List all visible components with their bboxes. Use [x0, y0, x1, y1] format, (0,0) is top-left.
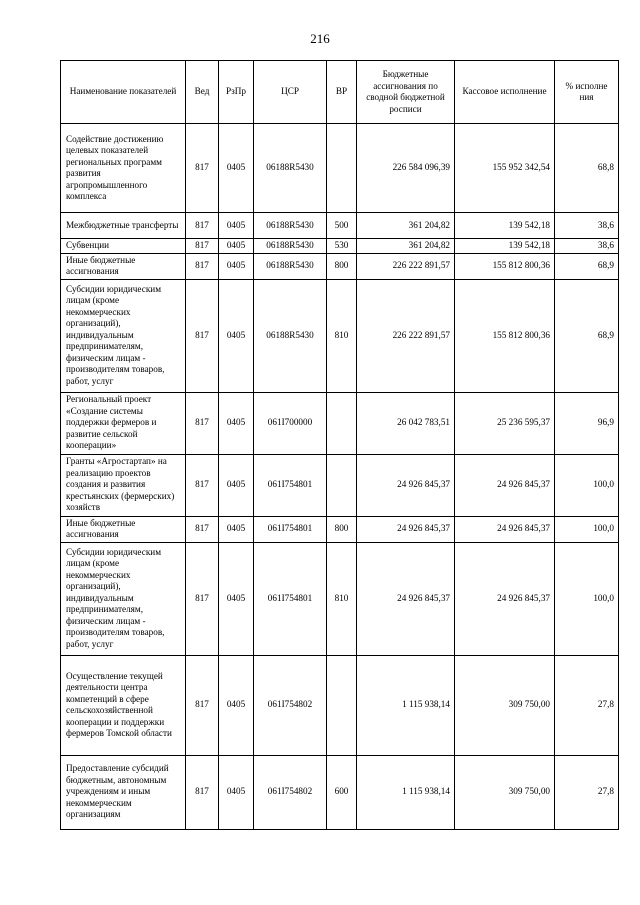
table-row [61, 755, 619, 829]
cell-rzpr: 0405 [219, 755, 254, 829]
cell-cash-execution: 155 812 800,36 [455, 279, 555, 392]
cell-name: Иные бюджетные ассигнования [61, 516, 186, 542]
cell-percent: 96,9 [555, 392, 619, 454]
cell-name: Содействие достижению целевых показателей региональных программ развития агропромышленного комплекса [61, 124, 186, 213]
cell-cash-execution: 24 926 845,37 [455, 454, 555, 516]
cell-rzpr: 0405 [219, 454, 254, 516]
table-row [61, 253, 619, 279]
cell-allocations: 24 926 845,37 [357, 516, 455, 542]
cell-percent: 100,0 [555, 454, 619, 516]
table-row [61, 542, 619, 655]
cell-vr [327, 655, 357, 755]
cell-csr: 06188R5430 [254, 279, 327, 392]
cell-rzpr: 0405 [219, 213, 254, 239]
page-number: 216 [310, 31, 330, 46]
table-row [61, 516, 619, 542]
cell-allocations: 1 115 938,14 [357, 755, 455, 829]
cell-rzpr: 0405 [219, 279, 254, 392]
cell-percent: 38,6 [555, 213, 619, 239]
header-rzpr: РзПр [219, 61, 254, 124]
table-row [61, 213, 619, 239]
cell-vr: 600 [327, 755, 357, 829]
cell-name: Иные бюджетные ассигнования [61, 253, 186, 279]
cell-cash-execution: 309 750,00 [455, 655, 555, 755]
cell-rzpr: 0405 [219, 542, 254, 655]
cell-ved: 817 [186, 239, 219, 254]
header-name: Наименование показателей [61, 61, 186, 124]
cell-name: Субсидии юридическим лицам (кроме некоммерческих организаций), индивидуальным предпринимателям, физическим лицам - производителям товаров, работ, услуг [61, 542, 186, 655]
cell-vr: 810 [327, 542, 357, 655]
cell-percent: 68,9 [555, 253, 619, 279]
cell-name: Межбюджетные трансферты [61, 213, 186, 239]
cell-cash-execution: 155 812 800,36 [455, 253, 555, 279]
header-csr: ЦСР [254, 61, 327, 124]
cell-ved: 817 [186, 124, 219, 213]
cell-rzpr: 0405 [219, 516, 254, 542]
cell-ved: 817 [186, 279, 219, 392]
cell-csr: 06188R5430 [254, 124, 327, 213]
cell-vr: 800 [327, 253, 357, 279]
cell-vr [327, 392, 357, 454]
cell-percent: 38,6 [555, 239, 619, 254]
cell-cash-execution: 309 750,00 [455, 755, 555, 829]
header-percent: % исполне ния [555, 61, 619, 124]
cell-percent: 100,0 [555, 516, 619, 542]
cell-name: Гранты «Агростартап» на реализацию проектов создания и развития крестьянских (фермерских) хозяйств [61, 454, 186, 516]
header-vr: ВР [327, 61, 357, 124]
cell-csr: 061I754801 [254, 516, 327, 542]
cell-allocations: 361 204,82 [357, 239, 455, 254]
cell-ved: 817 [186, 213, 219, 239]
cell-allocations: 1 115 938,14 [357, 655, 455, 755]
cell-csr: 061I700000 [254, 392, 327, 454]
table-row [61, 239, 619, 254]
cell-ved: 817 [186, 392, 219, 454]
header-ved: Вед [186, 61, 219, 124]
cell-allocations: 26 042 783,51 [357, 392, 455, 454]
cell-name: Субвенции [61, 239, 186, 254]
cell-percent: 68,8 [555, 124, 619, 213]
table-row [61, 124, 619, 213]
cell-rzpr: 0405 [219, 392, 254, 454]
cell-cash-execution: 24 926 845,37 [455, 542, 555, 655]
cell-allocations: 24 926 845,37 [357, 454, 455, 516]
cell-ved: 817 [186, 755, 219, 829]
cell-ved: 817 [186, 542, 219, 655]
cell-rzpr: 0405 [219, 655, 254, 755]
cell-ved: 817 [186, 516, 219, 542]
cell-cash-execution: 25 236 595,37 [455, 392, 555, 454]
cell-csr: 06188R5430 [254, 213, 327, 239]
cell-cash-execution: 155 952 342,54 [455, 124, 555, 213]
cell-rzpr: 0405 [219, 124, 254, 213]
cell-csr: 06188R5430 [254, 253, 327, 279]
table-header-row [61, 61, 619, 124]
cell-vr: 810 [327, 279, 357, 392]
table-row [61, 454, 619, 516]
cell-rzpr: 0405 [219, 253, 254, 279]
cell-percent: 100,0 [555, 542, 619, 655]
cell-percent: 27,8 [555, 655, 619, 755]
cell-allocations: 226 222 891,57 [357, 253, 455, 279]
cell-csr: 061I754801 [254, 454, 327, 516]
cell-ved: 817 [186, 655, 219, 755]
cell-vr: 800 [327, 516, 357, 542]
cell-rzpr: 0405 [219, 239, 254, 254]
cell-percent: 68,9 [555, 279, 619, 392]
cell-allocations: 361 204,82 [357, 213, 455, 239]
cell-csr: 061I754802 [254, 655, 327, 755]
cell-name: Региональный проект «Создание системы поддержки фермеров и развитие сельской кооперации» [61, 392, 186, 454]
cell-ved: 817 [186, 253, 219, 279]
header-allocations: Бюджетные ассигнования по сводной бюджетной росписи [357, 61, 455, 124]
cell-name: Осуществление текущей деятельности центра компетенций в сфере сельскохозяйственной кооперации и поддержки фермеров Томской области [61, 655, 186, 755]
cell-cash-execution: 24 926 845,37 [455, 516, 555, 542]
cell-cash-execution: 139 542,18 [455, 213, 555, 239]
cell-allocations: 226 222 891,57 [357, 279, 455, 392]
cell-csr: 061I754802 [254, 755, 327, 829]
table-row [61, 655, 619, 755]
cell-percent: 27,8 [555, 755, 619, 829]
table-row [61, 392, 619, 454]
cell-name: Субсидии юридическим лицам (кроме некоммерческих организаций), индивидуальным предпринимателям, физическим лицам - производителям товаров, работ, услуг [61, 279, 186, 392]
cell-csr: 06188R5430 [254, 239, 327, 254]
cell-allocations: 24 926 845,37 [357, 542, 455, 655]
table-body [61, 124, 619, 830]
cell-vr: 500 [327, 213, 357, 239]
cell-allocations: 226 584 096,39 [357, 124, 455, 213]
cell-cash-execution: 139 542,18 [455, 239, 555, 254]
cell-vr [327, 124, 357, 213]
cell-ved: 817 [186, 454, 219, 516]
cell-vr: 530 [327, 239, 357, 254]
cell-vr [327, 454, 357, 516]
header-cash-execution: Кассовое исполнение [455, 61, 555, 124]
cell-name: Предоставление субсидий бюджетным, автономным учреждениям и иным некоммерческим организациям [61, 755, 186, 829]
table-row [61, 279, 619, 392]
budget-execution-table [60, 60, 619, 830]
cell-csr: 061I754801 [254, 542, 327, 655]
